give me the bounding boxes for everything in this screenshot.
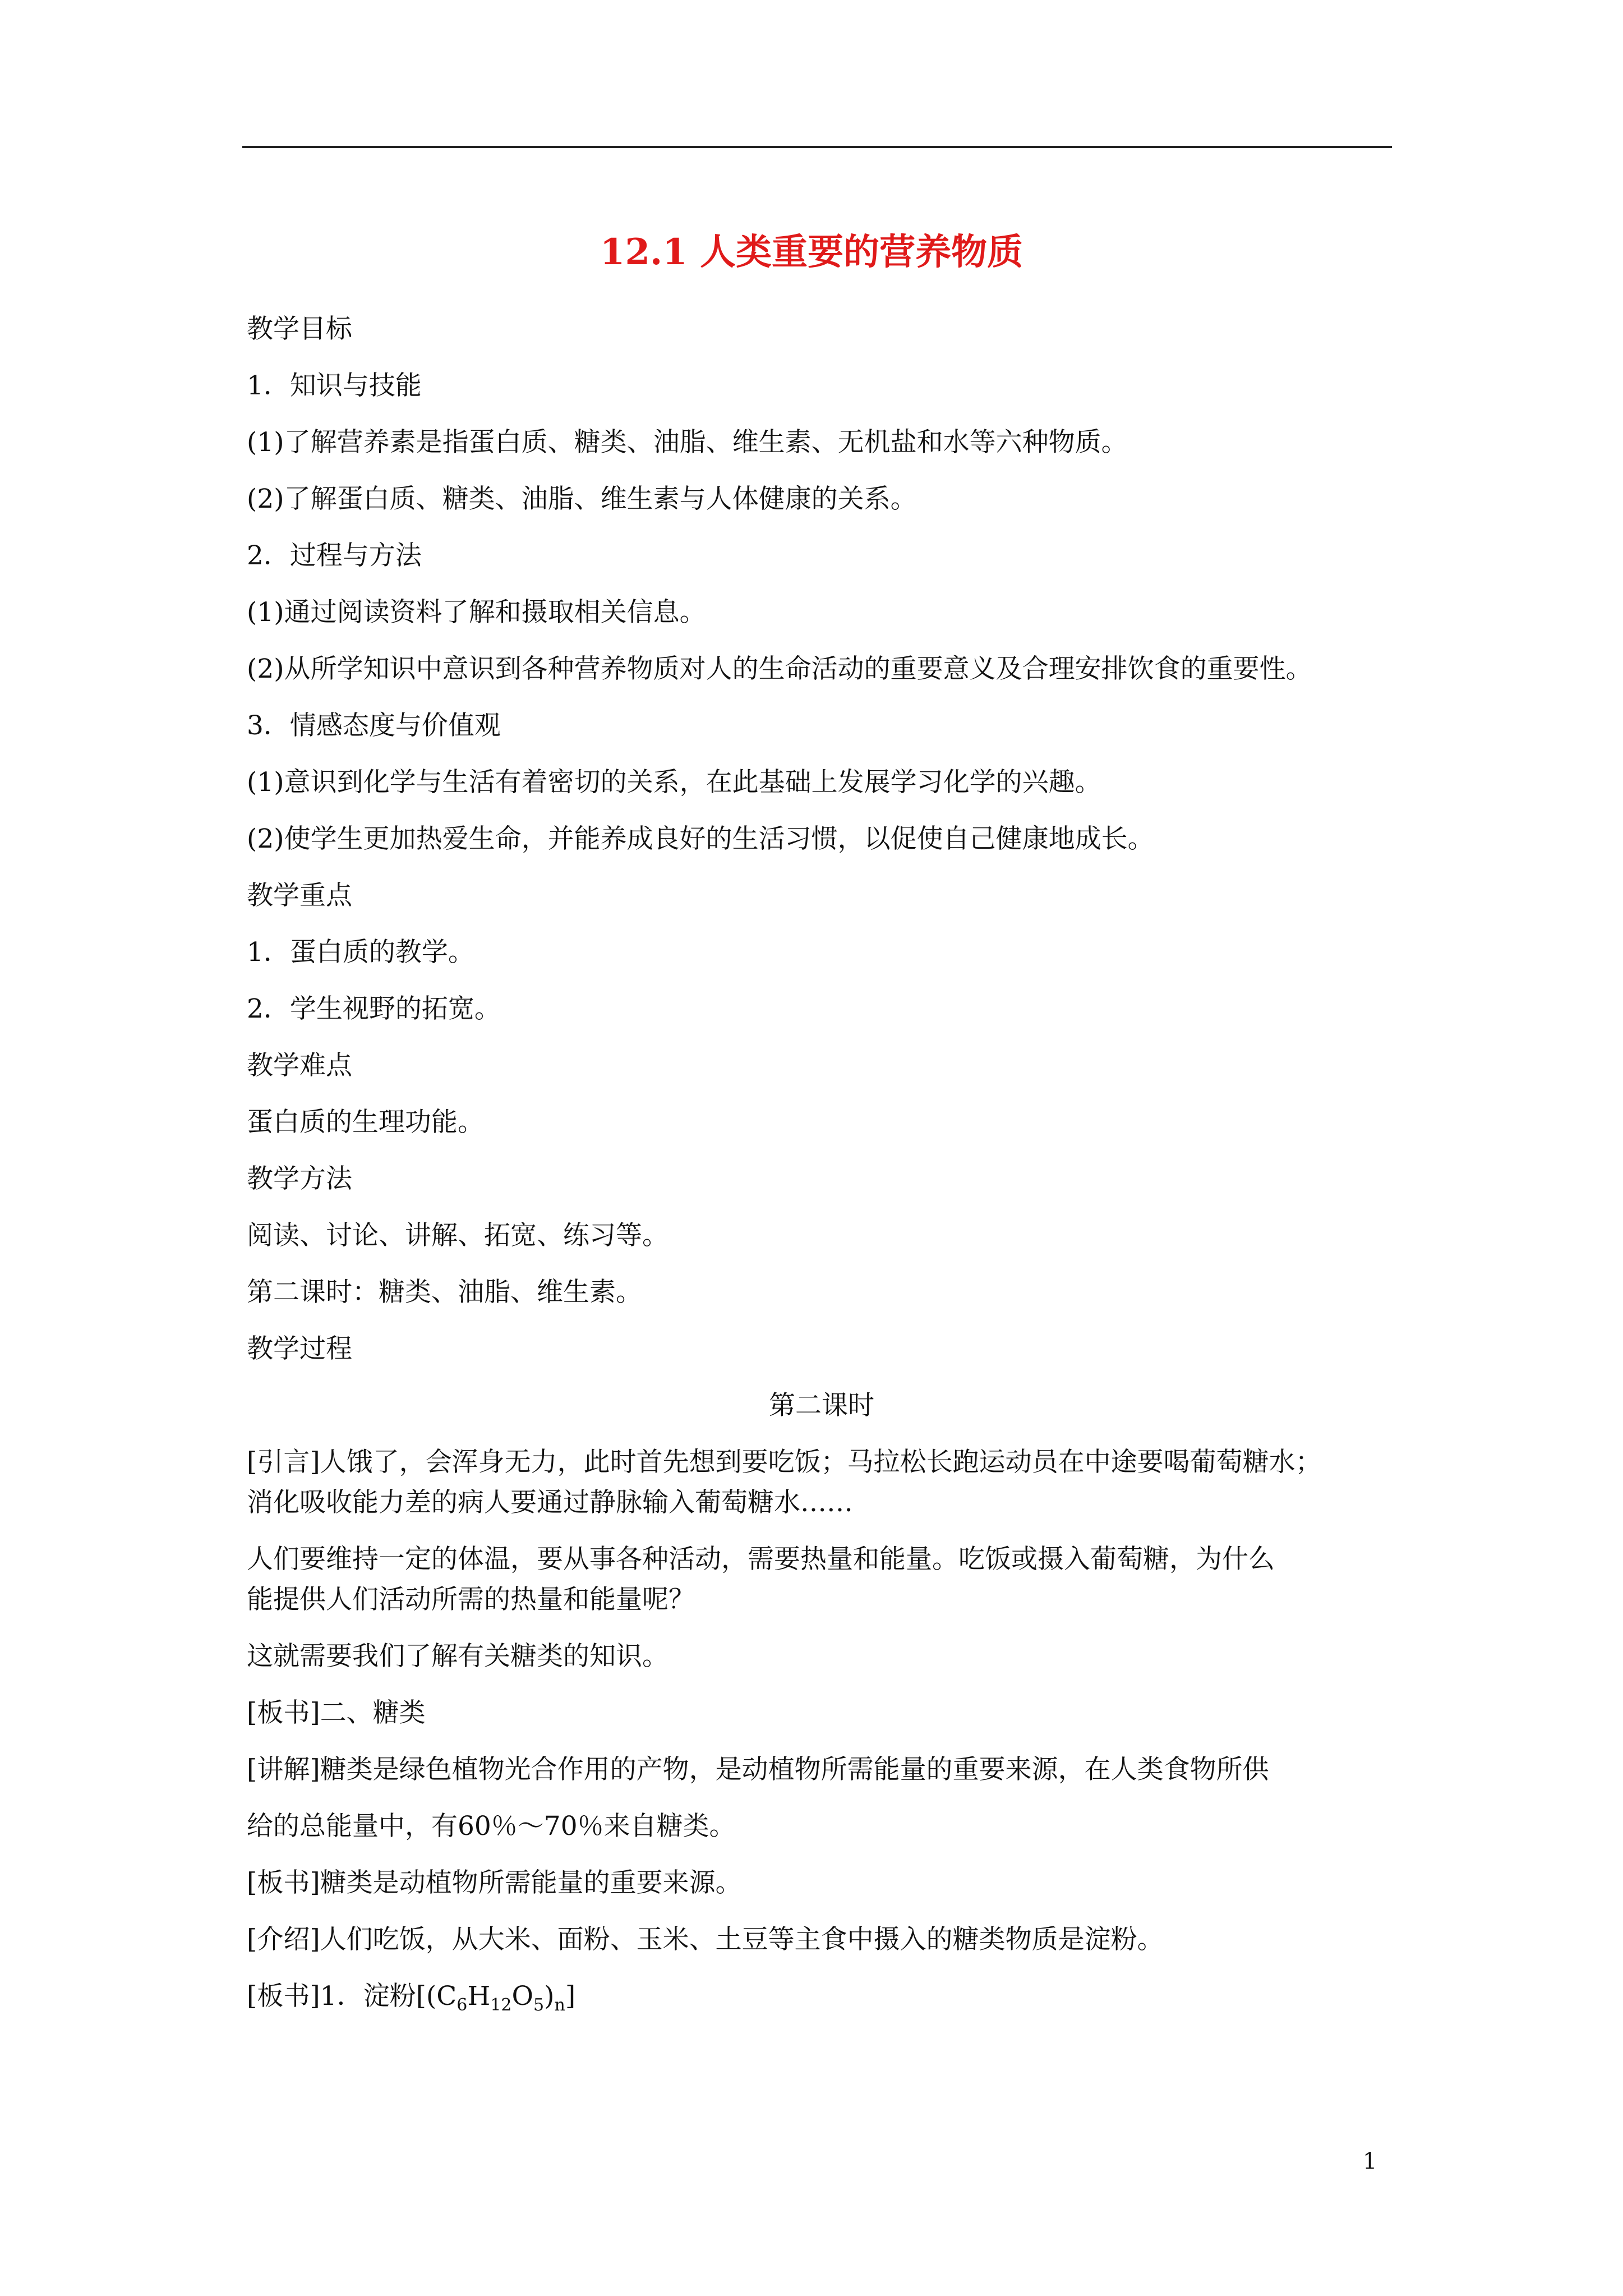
starch-formula-line: [板书]1．淀粉$[(C_6H_{12}O_5)_n]$ [247, 1981, 576, 2015]
text-line: 这就需要我们了解有关糖类的知识。 [247, 1641, 668, 1672]
text-line: 阅读、讨论、讲解、拓宽、练习等。 [247, 1220, 668, 1251]
lesson-subheading: 第二课时 [769, 1390, 874, 1421]
text-line: 消化吸收能力差的病人要通过静脉输入葡萄糖水…… [247, 1487, 853, 1518]
text-line: 2．学生视野的拓宽。 [247, 993, 501, 1024]
text-line: [引言]人饿了，会浑身无力，此时首先想到要吃饭；马拉松长跑运动员在中途要喝葡萄糖水； [247, 1447, 1322, 1478]
heading-key-points: 教学重点 [247, 880, 352, 911]
text-line: [介绍]人们吃饭，从大米、面粉、玉米、土豆等主食中摄入的糖类物质是淀粉。 [247, 1924, 1164, 1955]
header-rule [242, 146, 1392, 148]
text-line: 给的总能量中，有60％～70％来自糖类。 [247, 1811, 736, 1842]
text-line: (2)了解蛋白质、糖类、油脂、维生素与人体健康的关系。 [247, 484, 917, 514]
heading-process: 教学过程 [247, 1333, 352, 1364]
text-line: 2．过程与方法 [247, 540, 422, 571]
text-line: 人们要维持一定的体温，要从事各种活动，需要热量和能量。吃饭或摄入葡萄糖，为什么 [247, 1544, 1275, 1575]
page-title: 12.1 人类重要的营养物质 [600, 231, 1023, 273]
text-line: (2)从所学知识中意识到各种营养物质对人的生命活动的重要意义及合理安排饮食的重要性。 [247, 654, 1312, 684]
text-line: [板书]二、糖类 [247, 1697, 426, 1728]
text-line: 1．知识与技能 [247, 370, 422, 401]
text-line: 能提供人们活动所需的热量和能量呢？ [247, 1584, 695, 1615]
text-line: [板书]糖类是动植物所需能量的重要来源。 [247, 1867, 742, 1898]
text-line: [讲解]糖类是绿色植物光合作用的产物，是动植物所需能量的重要来源，在人类食物所供 [247, 1754, 1269, 1785]
text-line: (2)使学生更加热爱生命，并能养成良好的生活习惯，以促使自己健康地成长。 [247, 823, 1154, 854]
text-line: 蛋白质的生理功能。 [247, 1107, 484, 1138]
text-line: (1)意识到化学与生活有着密切的关系，在此基础上发展学习化学的兴趣。 [247, 767, 1101, 798]
text-line: (1)通过阅读资料了解和摄取相关信息。 [247, 597, 706, 628]
heading-difficulties: 教学难点 [247, 1050, 352, 1081]
heading-objectives: 教学目标 [247, 314, 352, 344]
heading-methods: 教学方法 [247, 1163, 352, 1194]
text-line: 1．蛋白质的教学。 [247, 937, 474, 968]
page-number: 1 [1363, 2148, 1377, 2174]
text-line: (1)了解营养素是指蛋白质、糖类、油脂、维生素、无机盐和水等六种物质。 [247, 427, 1128, 458]
text-line: 第二课时：糖类、油脂、维生素。 [247, 1277, 642, 1308]
text-line: 3．情感态度与价值观 [247, 710, 501, 741]
body-text [247, 311, 1424, 2023]
